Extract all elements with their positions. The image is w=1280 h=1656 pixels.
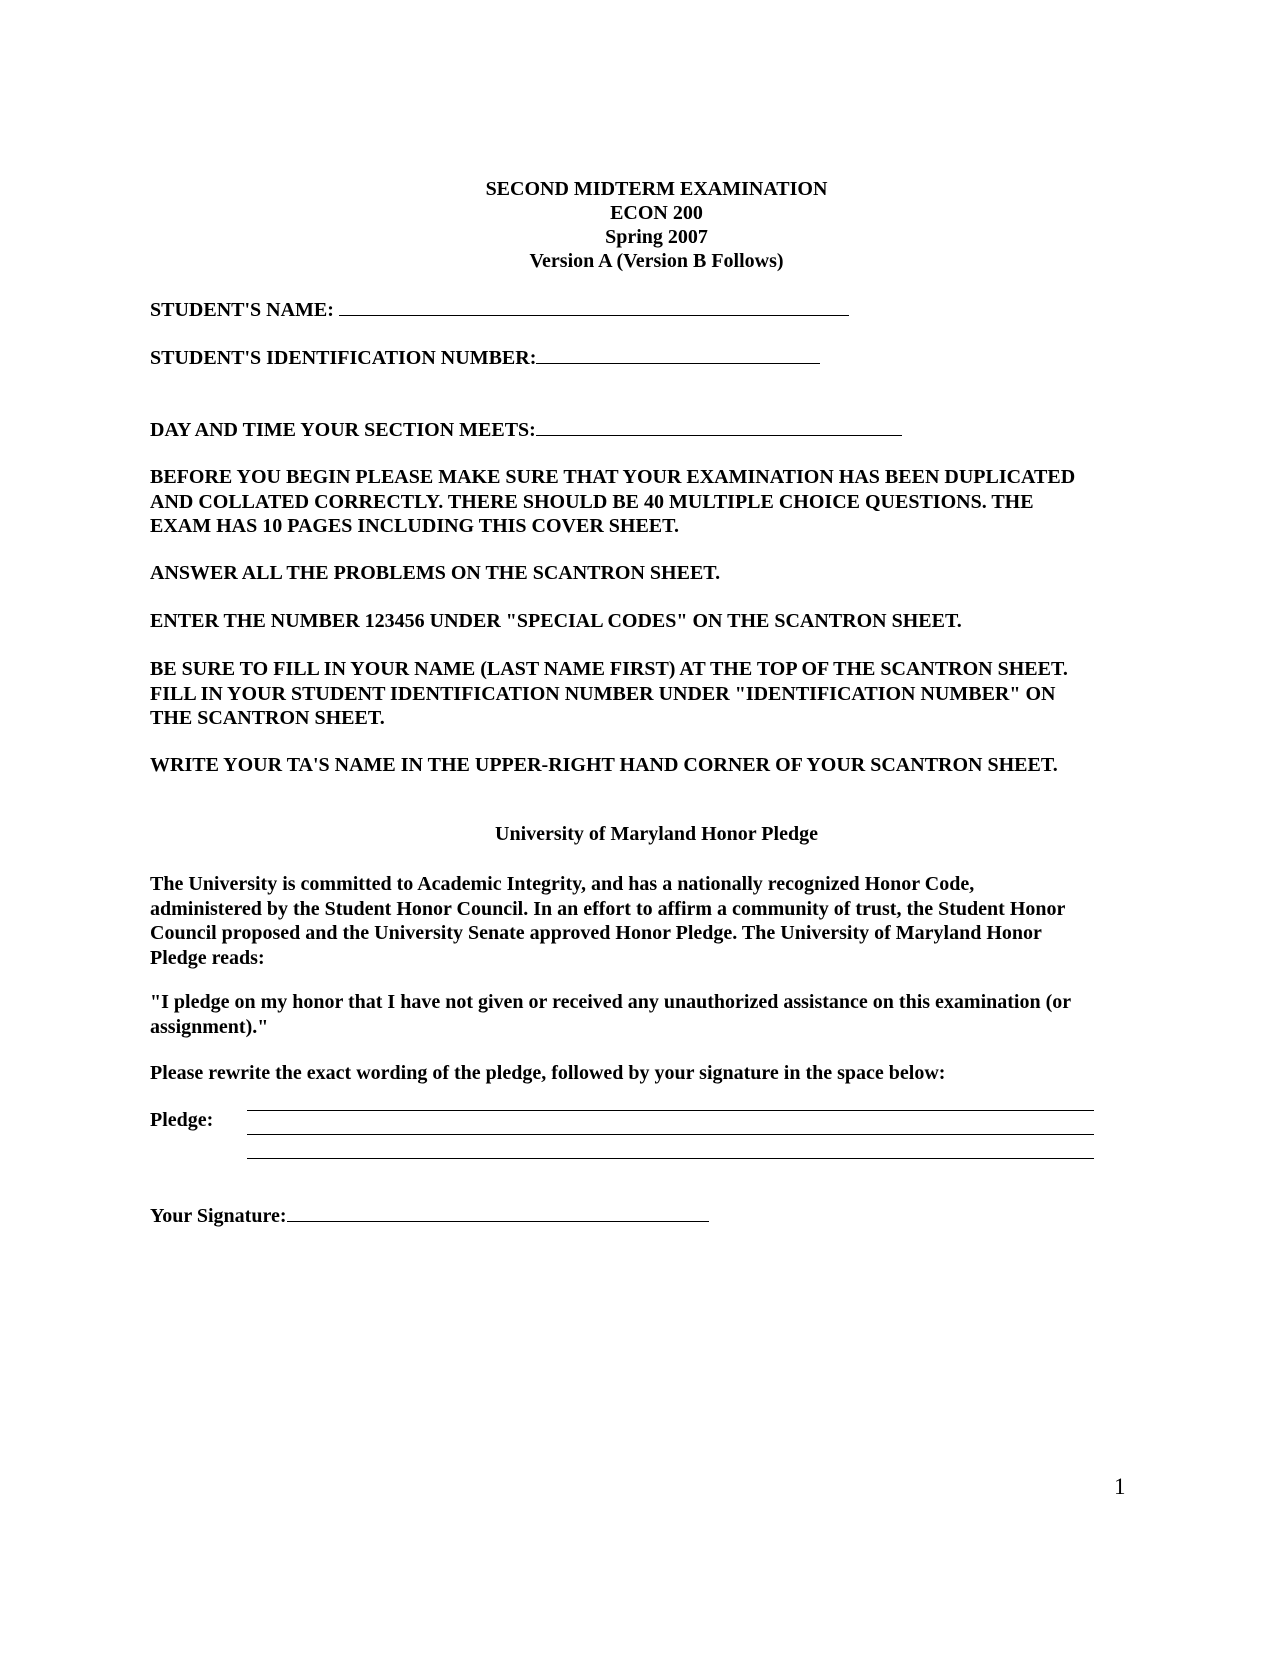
signature-label: Your Signature: xyxy=(150,1205,287,1227)
student-id-field xyxy=(150,345,820,370)
honor-pledge-description xyxy=(150,872,1140,970)
student-name-label: STUDENT'S NAME: xyxy=(150,299,334,321)
pledge-line-2[interactable] xyxy=(247,1134,1094,1135)
exam-title: SECOND MIDTERM EXAMINATION xyxy=(485,178,828,200)
instruction-line: THE SCANTRON SHEET. xyxy=(150,707,385,729)
student-name-blank[interactable] xyxy=(339,297,849,316)
pledge-instruction xyxy=(150,1061,1140,1086)
pledge-label: Pledge: xyxy=(150,1109,214,1131)
section-time-field xyxy=(150,417,902,442)
instruction-ta-name xyxy=(150,753,1140,778)
instruction-line: BE SURE TO FILL IN YOUR NAME (LAST NAME FIRST) AT THE TOP OF THE SCANTRON SHEET. xyxy=(150,658,1068,680)
quote-line: "I pledge on my honor that I have not given or received any unauthorized assistance on this examination (or xyxy=(150,991,1072,1013)
student-name-field xyxy=(150,297,849,322)
honor-text-line: Council proposed and the University Senate approved Honor Pledge. The University of Maryland Honor xyxy=(150,922,1042,944)
version: Version A (Version B Follows) xyxy=(529,250,784,272)
honor-text-line: Pledge reads: xyxy=(150,946,265,969)
course-code: ECON 200 xyxy=(610,202,703,224)
section-time-blank[interactable] xyxy=(536,417,902,436)
pledge-instruction-text: Please rewrite the exact wording of the pledge, followed by your signature in the space below: xyxy=(150,1062,946,1084)
page-number: 1 xyxy=(1114,1474,1126,1499)
instruction-name-id xyxy=(150,657,1140,731)
instruction-line: AND COLLATED CORRECTLY. THERE SHOULD BE 40 MULTIPLE CHOICE QUESTIONS. THE xyxy=(150,490,1034,513)
student-id-label: STUDENT'S IDENTIFICATION NUMBER: xyxy=(150,347,537,369)
signature-blank[interactable] xyxy=(287,1203,709,1222)
instruction-duplication xyxy=(150,465,1140,539)
instruction-line: BEFORE YOU BEGIN PLEASE MAKE SURE THAT YOUR EXAMINATION HAS BEEN DUPLICATED xyxy=(150,466,1076,488)
instruction-special-codes xyxy=(150,609,1140,634)
instruction-line: FILL IN YOUR STUDENT IDENTIFICATION NUMBER UNDER "IDENTIFICATION NUMBER" ON xyxy=(150,682,1056,705)
section-time-label: DAY AND TIME YOUR SECTION MEETS: xyxy=(150,419,536,441)
quote-line: assignment)." xyxy=(150,1015,269,1038)
signature-field xyxy=(150,1203,709,1228)
pledge-line-1[interactable] xyxy=(247,1110,1094,1111)
honor-pledge-heading: University of Maryland Honor Pledge xyxy=(495,823,818,845)
instruction-line: ANSWER ALL THE PROBLEMS ON THE SCANTRON SHEET. xyxy=(150,562,721,584)
instruction-line: ENTER THE NUMBER 123456 UNDER "SPECIAL CODES" ON THE SCANTRON SHEET. xyxy=(150,610,962,632)
honor-text-line: administered by the Student Honor Council. In an effort to affirm a community of trust, the Student Honor xyxy=(150,897,1066,920)
honor-pledge-quote xyxy=(150,990,1140,1039)
instruction-line: EXAM HAS 10 PAGES INCLUDING THIS COVER SHEET. xyxy=(150,515,679,537)
instruction-scantron xyxy=(150,561,1140,586)
term: Spring 2007 xyxy=(605,226,708,248)
student-id-blank[interactable] xyxy=(536,345,820,364)
instruction-line: WRITE YOUR TA'S NAME IN THE UPPER-RIGHT HAND CORNER OF YOUR SCANTRON SHEET. xyxy=(150,754,1058,776)
pledge-line-3[interactable] xyxy=(247,1158,1094,1159)
honor-text-line: The University is committed to Academic Integrity, and has a nationally recognized Honor Code, xyxy=(150,873,975,895)
